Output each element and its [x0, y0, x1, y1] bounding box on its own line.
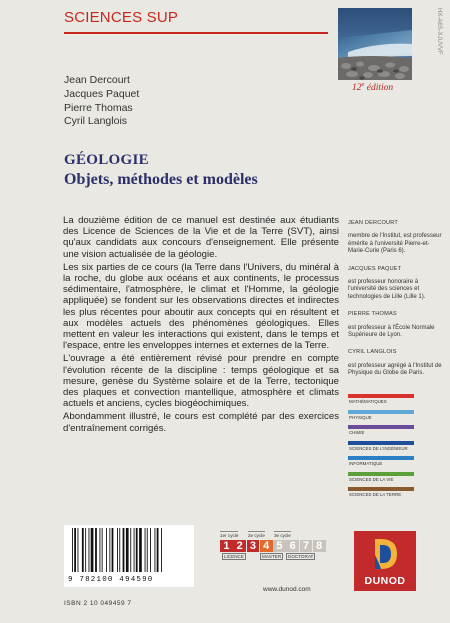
bio-text: membre de l'Institut, est professeur émérite à l'université Pierre-et-Marie-Curie (Paris 6). — [348, 233, 442, 255]
discipline-label: SCIENCES DE L'INGÉNIEUR — [349, 445, 408, 451]
cycle-number: 6 — [286, 540, 299, 552]
barcode-bar — [150, 528, 151, 572]
cycle-indicator — [220, 531, 326, 561]
cycle-number: 1 — [220, 540, 233, 552]
bio-name: PIERRE THOMAS — [348, 311, 397, 318]
cycle-label: 2e cycle — [248, 533, 265, 538]
degree-label: DOCTORAT — [288, 554, 314, 559]
discipline-item — [348, 394, 414, 408]
barcode-bar — [78, 528, 79, 572]
author-name: Pierre Thomas — [64, 101, 133, 114]
publisher-logo — [354, 531, 416, 591]
dunod-d-mark — [371, 537, 399, 571]
discipline-color-bar — [348, 456, 414, 460]
barcode-bar — [134, 528, 135, 572]
barcode-bar — [139, 528, 142, 572]
edition-label: 12e édition — [352, 81, 394, 94]
discipline-item — [348, 472, 414, 486]
blurb-paragraph: Les six parties de ce cours (la Terre dans l'Univers, du minéral à la roche, du globe aux océans et aux continents, le processus sédimentaire, l'atmosphère, le climat et l'Homme, la géologie appliquée) se fondent sur les observations directes et indirectes les plus récentes pour aboutir aux concepts qui en résultent et aux modèles actuels des phénomènes géologiques. Elles mettent en valeur les interactions qui existent, dans le temps et l'espace, entre les enveloppes internes et externes de la Terre. — [63, 261, 339, 352]
discipline-label: SCIENCES DE LA VIE — [349, 476, 394, 482]
bio-name: JEAN DERCOURT — [348, 220, 399, 226]
discipline-label: CHIMIE — [349, 430, 365, 435]
barcode-bar — [155, 528, 156, 572]
barcode-bar — [123, 528, 125, 572]
barcode-bar — [91, 528, 94, 572]
barcode-bar — [145, 528, 146, 572]
cycle-number: 7 — [300, 540, 313, 552]
book-title: GÉOLOGIE — [64, 152, 149, 168]
barcode-bar — [130, 528, 131, 572]
barcode-bar — [85, 528, 86, 572]
vertical-code: HX-A6S-XJUVVF — [436, 8, 442, 55]
bio-name: JACQUES PAQUET — [348, 265, 402, 272]
barcode-bar — [126, 528, 129, 572]
cycle-label: 3e cycle — [274, 533, 291, 538]
barcode-bar — [157, 528, 159, 572]
discipline-color-bar — [348, 441, 414, 445]
author-list — [64, 74, 139, 129]
author-name: Jacques Paquet — [64, 87, 140, 100]
series-name: SCIENCES SUP — [64, 9, 179, 26]
discipline-color-bar — [348, 410, 414, 414]
bio-text: est professeur à l'École Normale Supérieure de Lyon. — [348, 324, 435, 339]
discipline-item — [348, 456, 414, 470]
cycle-number: 5 — [273, 540, 286, 552]
author-name: Cyril Langlois — [64, 115, 128, 128]
cycle-label: 1er cycle — [220, 533, 239, 538]
barcode-bar — [119, 528, 120, 572]
discipline-color-bar — [348, 487, 414, 491]
cycle-numbers — [220, 540, 326, 552]
degree-label: MASTER — [262, 554, 282, 559]
discipline-label: SCIENCES DE LA TERRE — [349, 492, 402, 497]
discipline-item — [348, 487, 414, 501]
bio-text: est professeur agrégé à l'Institut de Physique du Globe de Paris. — [348, 362, 442, 377]
barcode-bar — [117, 528, 118, 572]
barcode-bar — [82, 528, 84, 572]
author-bios — [348, 220, 444, 388]
discipline-label: INFORMATIQUE — [349, 461, 383, 466]
series-rule — [64, 32, 328, 34]
cycle-number: 2 — [233, 540, 246, 552]
barcode-bar — [112, 528, 114, 572]
blurb-paragraph: Abondamment illustré, le cours est complété par des exercices d'entraînement corrigés. — [63, 411, 339, 434]
barcode-bar — [72, 528, 73, 572]
discipline-color-bar — [348, 394, 414, 398]
isbn: ISBN 2 10 049459 7 — [64, 600, 132, 607]
blurb-paragraph: La douzième édition de ce manuel est destinée aux étudiants des Licence de Sciences de la Vie et de la Terre (SVT), ainsi qu'aux candidats aux concours d'enseignement. Elle présente une vision actualisée de la géologie. — [63, 215, 339, 260]
blurb-paragraph: L'ouvrage a été entièrement révisé pour prendre en compte l'évolution récente de la discipline : temps géologique et sa mesure, genèse du Système solaire et de la Terre, tectonique des plaques et convection mantellique, atmosphère et climats actuels et anciens, cycles biogéochimiques. — [63, 353, 339, 410]
barcode-bar — [161, 528, 162, 572]
discipline-item — [348, 425, 414, 439]
blurb — [63, 215, 339, 436]
barcode-bar — [106, 528, 107, 572]
discipline-item — [348, 441, 414, 455]
cover-photo — [338, 8, 412, 80]
cycle-number: 4 — [260, 540, 273, 552]
publisher-name: DUNOD — [364, 575, 406, 587]
discipline-list — [348, 394, 414, 503]
book-subtitle: Objets, méthodes et modèles — [64, 171, 258, 188]
barcode-bar — [136, 528, 138, 572]
barcode-bar — [147, 528, 148, 572]
degree-label: LICENCE — [224, 554, 244, 559]
discipline-label: MATHÉMATIQUES — [349, 399, 387, 404]
cycle-number: 3 — [247, 540, 260, 552]
author-name: Jean Dercourt — [64, 74, 130, 86]
cycle-labels — [220, 531, 326, 539]
publisher-website: www.dunod.com — [263, 586, 311, 593]
cycle-number: 8 — [313, 540, 326, 552]
discipline-color-bar — [348, 425, 414, 429]
barcode-bar — [102, 528, 103, 572]
degree-labels — [220, 553, 326, 561]
discipline-color-bar — [348, 472, 414, 476]
bio-text: est professeur honoraire à l'université des sciences et technologies de Lille (Lille 1). — [348, 279, 426, 300]
discipline-item — [348, 410, 414, 424]
barcode-bar — [95, 528, 97, 572]
barcode-digits: 9 782100 494590 — [68, 576, 154, 584]
barcode-bar — [74, 528, 76, 572]
bio-name: CYRIL LANGLOIS — [348, 349, 397, 356]
barcode-bar — [100, 528, 101, 572]
discipline-label: PHYSIQUE — [349, 414, 372, 420]
barcode-bar — [109, 528, 110, 572]
barcode-bar — [89, 528, 90, 572]
